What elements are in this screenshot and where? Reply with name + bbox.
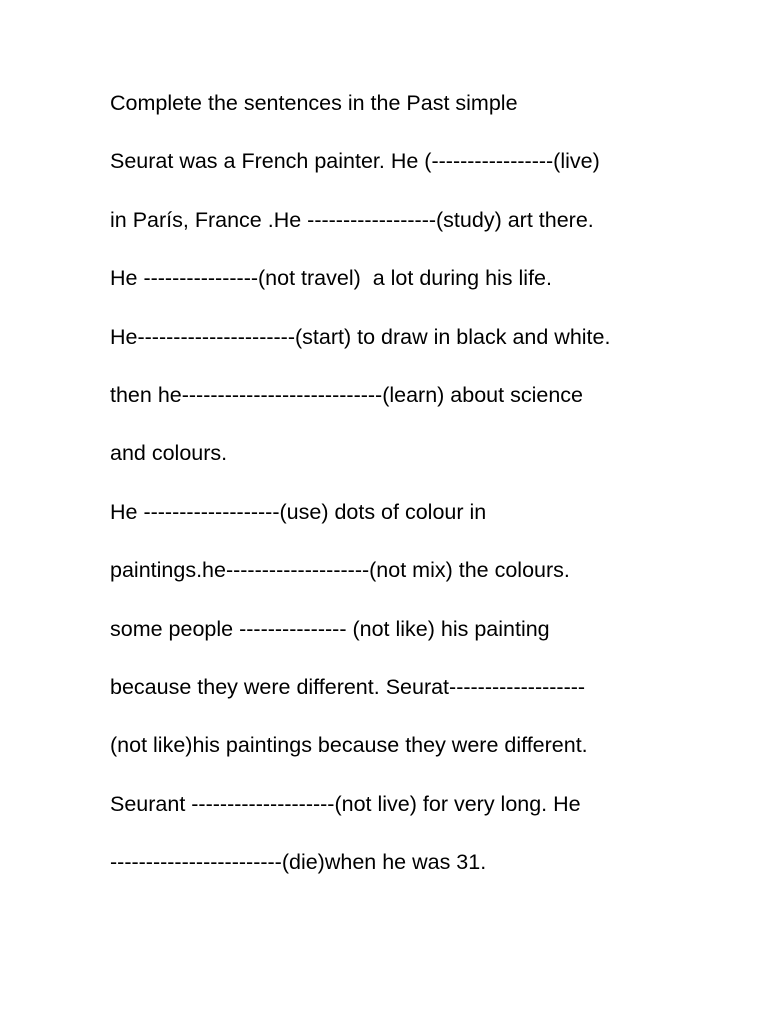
worksheet-line-12: Seurant --------------------(not live) for very long. He <box>110 791 581 816</box>
worksheet-line-13: ------------------------(die)when he was 31. <box>110 850 487 875</box>
worksheet-line-4: He----------------------(start) to draw in black and white. <box>110 324 611 349</box>
worksheet-line-9: some people --------------- (not like) his painting <box>110 616 550 641</box>
worksheet-line-7: He -------------------(use) dots of colour in <box>110 499 487 524</box>
worksheet-line-3: He ----------------(not travel) a lot during his life. <box>110 266 552 291</box>
worksheet-body <box>110 88 730 905</box>
worksheet-line-6: and colours. <box>110 441 228 466</box>
worksheet-line-8: paintings.he--------------------(not mix) the colours. <box>110 558 570 583</box>
worksheet-line-1: Seurat was a French painter. He (-----------------(live) <box>110 149 600 174</box>
worksheet-line-5: then he----------------------------(learn) about science <box>110 382 583 407</box>
worksheet-title: Complete the sentences in the Past simple <box>110 91 518 115</box>
worksheet-line-10: because they were different. Seurat------------------- <box>110 674 586 699</box>
worksheet-line-11: (not like)his paintings because they were different. <box>110 733 588 758</box>
worksheet-line-2: in París, France .He ------------------(study) art there. <box>110 207 594 232</box>
